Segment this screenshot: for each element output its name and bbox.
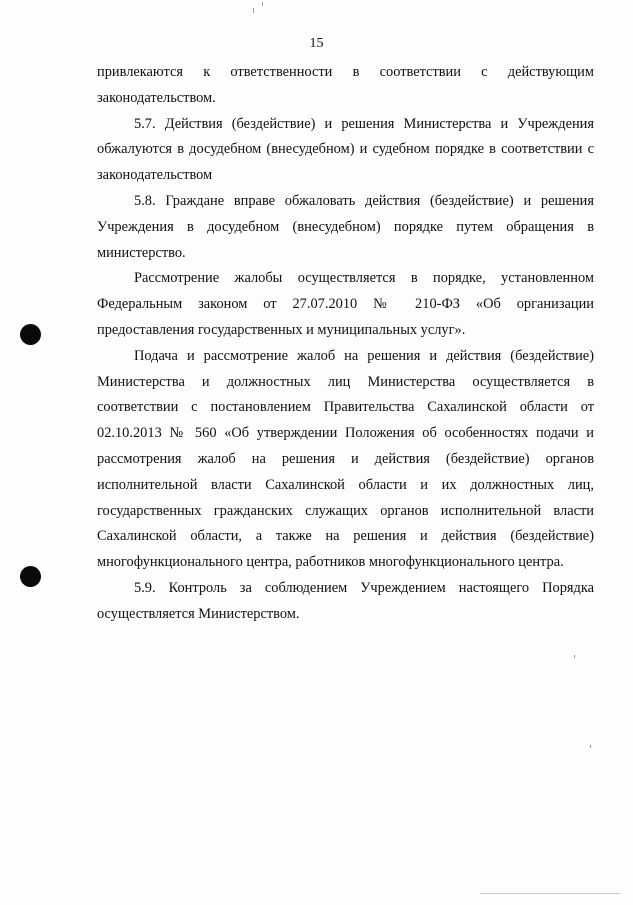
scan-speck: [262, 2, 263, 6]
paragraph-complaint-submission: Подача и рассмотрение жалоб на решения и действия (бездействие) Министерства и должностных лиц Министерства осуществляется в соответствии с постановлением Правительства Сахалинской области от 02.10.2013 № 560 «Об утверждении Положения об особенностях подачи и рассмотрения жалоб на решения и действия (бездействие) органов исполнительной власти Сахалинской области и их должностных лиц, государственных гражданских служащих органов исполнительной власти Сахалинской области, а также на решения и действия (бездействие) многофункционального центра, работников многофункционального центра.: [97, 347, 594, 571]
paragraph-liability-continuation: привлекаются к ответственности в соответствии с действующим законодательством.: [97, 64, 594, 106]
binder-hole-bottom: [20, 566, 41, 587]
scan-speck: [574, 655, 575, 658]
binder-hole-top: [20, 324, 41, 345]
paragraph-complaint-review: Рассмотрение жалобы осуществляется в порядке, установленном Федеральным законом от 27.07.2010 № 210-ФЗ «Об организации предоставления государственных и муниципальных услуг».: [97, 270, 594, 338]
scan-speck: [480, 893, 620, 894]
paragraph-5-9: 5.9. Контроль за соблюдением Учреждением настоящего Порядка осуществляется Министерством.: [97, 579, 594, 622]
scan-speck: [590, 745, 591, 748]
scan-speck: [253, 8, 254, 13]
document-body: [97, 60, 594, 628]
paragraph-5-8: 5.8. Граждане вправе обжаловать действия (бездействие) и решения Учреждения в досудебном (внесудебном) порядке путем обращения в министерство.: [97, 192, 594, 261]
page-number: 15: [309, 36, 324, 51]
paragraph-5-7: 5.7. Действия (бездействие) и решения Министерства и Учреждения обжалуются в досудебном (внесудебном) и судебном порядке в соответствии с законодательством: [97, 115, 594, 184]
